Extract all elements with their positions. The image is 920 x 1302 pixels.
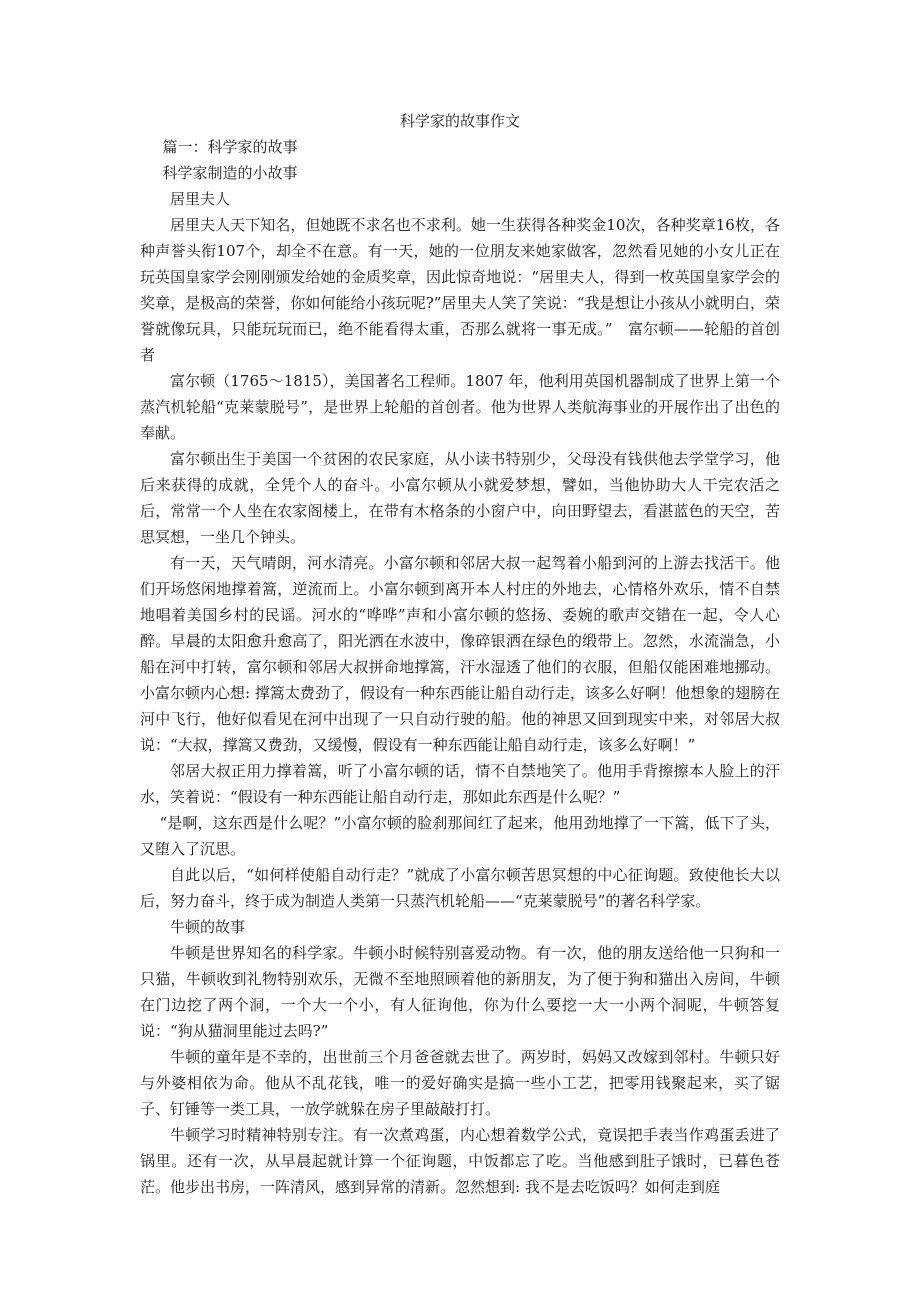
paragraph-fulton-river: 有一天，天气晴朗，河水清亮。小富尔顿和邻居大叔一起驾着小船到河的上游去找活干。他们开场悠闲地撑着篙，逆流而上。小富尔顿到离开本人村庄的外地去，心情格外欢乐，情不自禁地唱着美国乡村的民谣。河水的“哗哗”声和小富尔顿的悠扬、委婉的歌声交错在一起，令人心醉。早晨的太阳愈升愈高了，阳光洒在水波中，像碎银洒在绿色的缎带上。忽然，水流湍急，小船在河中打转，富尔顿和邻居大叔拼命地撑篙，汗水湿透了他们的衣服，但船仅能困难地挪动。小富尔顿内心想: 撑篙太费劲了，假设有一种东西能让船自动行走，该多么好啊！他想象的翅膀在河中飞行，他好似看见在河中出现了一只自动行驶的船。他的神思又回到现实中来，对邻居大叔说：“大叔，撑篙又费劲，又缓慢，假设有一种东西能让船自动行走，该多么好啊！” <box>140 554 780 754</box>
document-page <box>140 108 780 1200</box>
paragraph-curie: 居里夫人天下知名，但她既不求名也不求利。她一生获得各种奖金10次，各种奖章16枚，各种声誉头衔107个，却全不在意。有一天，她的一位朋友来她家做客，忽然看见她的小女儿正在玩英国皇家学会刚刚颁发给她的金质奖章，因此惊奇地说：“居里夫人，得到一枚英国皇家学会的奖章，是极高的荣誉，你如何能给小孩玩呢?”居里夫人笑了笑说：“我是想让小孩从小就明白，荣誉就像玩具，只能玩玩而已，绝不能看得太重，否那么就将一事无成。” 富尔顿——轮船的首创者 <box>140 216 780 364</box>
paragraph-fulton-intro: 富尔顿（1765～1815），美国著名工程师。1807 年，他利用英国机器制成了世界上第一个蒸汽机轮船“克莱蒙脱号”，是世界上轮船的首创者。他为世界人类航海事业的开展作出了出色的奉献。 <box>140 372 780 442</box>
paragraph-fulton-thought: “是啊，这东西是什么呢？”小富尔顿的脸刹那间红了起来，他用劲地撑了一下篙，低下了头，又堕入了沉思。 <box>140 814 780 858</box>
paragraph-fulton-childhood: 富尔顿出生于美国一个贫困的农民家庭，从小读书特别少，父母没有钱供他去学堂学习，他后来获得的成就，全凭个人的奋斗。小富尔顿从小就爱梦想，譬如，当他协助大人干完农活之后，常常一个人坐在农家阁楼上，在带有木格条的小窗户中，向田野望去，看湛蓝色的天空，苦思冥想，一坐几个钟头。 <box>140 450 780 546</box>
paragraph-fulton-uncle: 邻居大叔正用力撑着篙，听了小富尔顿的话，情不自禁地笑了。他用手背擦擦本人脸上的汗水，笑着说：“假设有一种东西能让船自动行走，那如此东西是什么呢？” <box>140 762 780 806</box>
paragraph-fulton-result: 自此以后，“如何样使船自动行走？”就成了小富尔顿苦思冥想的中心征询题。致使他长大以后，努力奋斗，终于成为制造人类第一只蒸汽机轮船——“克莱蒙脱号”的著名科学家。 <box>140 866 780 910</box>
section-heading-curie: 居里夫人 <box>170 190 231 208</box>
section-heading-2: 科学家制造的小故事 <box>162 164 298 182</box>
document-title: 科学家的故事作文 <box>399 112 520 130</box>
section-heading-newton: 牛顿的故事 <box>170 918 246 936</box>
paragraph-newton-pets: 牛顿是世界知名的科学家。牛顿小时候特别喜爱动物。有一次，他的朋友送给他一只狗和一只猫，牛顿收到礼物特别欢乐，无微不至地照顾着他的新朋友，为了便于狗和猫出入房间，牛顿在门边挖了两个洞，一个大一个小，有人征询他，你为什么要挖一大一小两个洞呢，牛顿答复说：“狗从猫洞里能过去吗?” <box>140 944 780 1040</box>
paragraph-newton-childhood: 牛顿的童年是不幸的，出世前三个月爸爸就去世了。两岁时，妈妈又改嫁到邻村。牛顿只好与外婆相依为命。他从不乱花钱，唯一的爱好确实是搞一些小工艺，把零用钱聚起来，买了锯子、钉锤等一类工具，一放学就躲在房子里敲敲打打。 <box>140 1048 780 1118</box>
section-heading-1: 篇一：科学家的故事 <box>162 138 298 156</box>
paragraph-newton-focus: 牛顿学习时精神特别专注。有一次煮鸡蛋，内心想着数学公式，竟误把手表当作鸡蛋丢进了锅里。还有一次，从早晨起就计算一个征询题，中饭都忘了吃。当他感到肚子饿时，已暮色苍茫。他步出书房，一阵清风，感到异常的清新。忽然想到: 我不是去吃饭吗？如何走到庭 <box>140 1126 780 1196</box>
